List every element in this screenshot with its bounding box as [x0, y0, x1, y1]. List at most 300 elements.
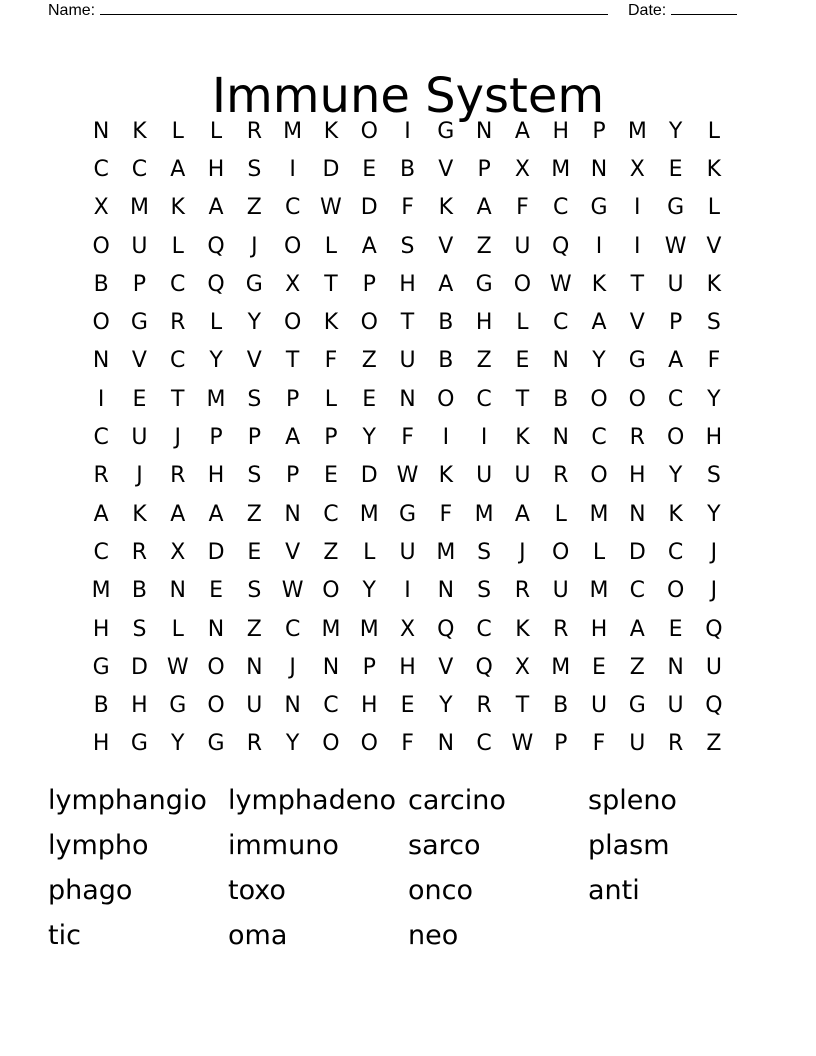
- grid-cell[interactable]: M: [436, 539, 456, 565]
- grid-cell[interactable]: Y: [285, 731, 300, 757]
- grid-cell[interactable]: I: [634, 233, 641, 259]
- grid-cell[interactable]: A: [208, 501, 224, 527]
- grid-cell[interactable]: H: [92, 616, 110, 642]
- grid-cell[interactable]: G: [245, 271, 263, 297]
- grid-cell[interactable]: O: [322, 731, 340, 757]
- grid-cell[interactable]: M: [129, 195, 149, 221]
- grid-cell[interactable]: Z: [323, 539, 339, 565]
- grid-cell[interactable]: M: [551, 654, 571, 680]
- grid-cell[interactable]: Y: [592, 348, 606, 374]
- grid-cell[interactable]: K: [323, 118, 339, 144]
- grid-cell[interactable]: U: [514, 233, 531, 259]
- grid-cell[interactable]: I: [97, 386, 105, 412]
- grid-cell[interactable]: E: [362, 156, 377, 182]
- grid-cell[interactable]: N: [552, 348, 569, 374]
- grid-cell[interactable]: J: [710, 578, 718, 604]
- grid-cell[interactable]: M: [359, 616, 379, 642]
- grid-cell[interactable]: Z: [361, 348, 377, 374]
- grid-cell[interactable]: U: [514, 463, 531, 489]
- grid-cell[interactable]: T: [400, 310, 415, 336]
- grid-cell[interactable]: P: [132, 271, 147, 297]
- grid-cell[interactable]: A: [170, 156, 186, 182]
- grid-cell[interactable]: R: [246, 731, 262, 757]
- grid-cell[interactable]: L: [324, 386, 338, 412]
- grid-cell[interactable]: Y: [439, 693, 453, 719]
- grid-cell[interactable]: H: [360, 693, 378, 719]
- grid-cell[interactable]: M: [474, 501, 494, 527]
- grid-cell[interactable]: E: [132, 386, 147, 412]
- grid-cell[interactable]: G: [92, 654, 110, 680]
- grid-cell[interactable]: Q: [207, 271, 225, 297]
- grid-cell[interactable]: T: [630, 271, 645, 297]
- grid-cell[interactable]: X: [514, 654, 530, 680]
- grid-cell[interactable]: X: [285, 271, 301, 297]
- grid-cell[interactable]: K: [515, 616, 530, 642]
- grid-cell[interactable]: T: [324, 271, 338, 297]
- grid-cell[interactable]: O: [590, 463, 608, 489]
- grid-cell[interactable]: T: [171, 386, 185, 412]
- grid-cell[interactable]: X: [514, 156, 530, 182]
- grid-cell[interactable]: Y: [209, 348, 223, 374]
- grid-cell[interactable]: S: [706, 463, 721, 489]
- grid-cell[interactable]: C: [131, 156, 148, 182]
- grid-cell[interactable]: A: [170, 501, 186, 527]
- grid-cell[interactable]: U: [476, 463, 493, 489]
- grid-cell[interactable]: E: [323, 463, 338, 489]
- grid-cell[interactable]: K: [668, 501, 683, 527]
- grid-cell[interactable]: W: [549, 271, 572, 297]
- grid-cell[interactable]: D: [628, 539, 646, 565]
- grid-cell[interactable]: W: [396, 463, 419, 489]
- grid-cell[interactable]: P: [247, 425, 261, 451]
- grid-cell[interactable]: R: [553, 463, 569, 489]
- grid-cell[interactable]: P: [592, 118, 606, 144]
- grid-cell[interactable]: O: [360, 118, 378, 144]
- grid-cell[interactable]: A: [629, 616, 645, 642]
- grid-cell[interactable]: Y: [362, 425, 376, 451]
- grid-cell[interactable]: Y: [362, 578, 376, 604]
- grid-cell[interactable]: Z: [476, 348, 492, 374]
- grid-cell[interactable]: X: [93, 195, 109, 221]
- grid-cell[interactable]: V: [706, 233, 722, 259]
- grid-cell[interactable]: O: [92, 310, 110, 336]
- word-list-item: immuno: [228, 830, 339, 861]
- grid-cell[interactable]: N: [284, 501, 301, 527]
- grid-cell[interactable]: U: [705, 654, 722, 680]
- grid-cell[interactable]: O: [437, 386, 455, 412]
- grid-cell[interactable]: V: [438, 156, 454, 182]
- grid-cell[interactable]: J: [174, 425, 181, 451]
- grid-cell[interactable]: S: [247, 386, 262, 412]
- grid-cell[interactable]: C: [323, 501, 339, 527]
- grid-cell[interactable]: O: [513, 271, 532, 297]
- grid-cell[interactable]: C: [93, 156, 109, 182]
- grid-cell[interactable]: N: [322, 654, 340, 680]
- grid-cell[interactable]: F: [401, 195, 414, 221]
- grid-cell[interactable]: W: [511, 731, 534, 757]
- grid-cell[interactable]: T: [515, 693, 530, 719]
- grid-cell[interactable]: O: [283, 310, 302, 336]
- grid-cell[interactable]: O: [590, 386, 608, 412]
- grid-cell[interactable]: Q: [552, 233, 570, 259]
- grid-cell[interactable]: A: [514, 501, 530, 527]
- grid-cell[interactable]: U: [629, 731, 646, 757]
- grid-cell[interactable]: R: [553, 616, 569, 642]
- grid-cell[interactable]: Y: [247, 310, 262, 336]
- grid-cell[interactable]: P: [285, 463, 300, 489]
- grid-cell[interactable]: J: [251, 233, 258, 259]
- grid-cell[interactable]: J: [519, 539, 526, 565]
- grid-cell[interactable]: P: [362, 271, 376, 297]
- grid-cell[interactable]: F: [516, 195, 529, 221]
- grid-cell[interactable]: T: [285, 348, 300, 374]
- grid-cell[interactable]: W: [281, 578, 304, 604]
- grid-cell[interactable]: F: [324, 348, 338, 374]
- grid-cell[interactable]: S: [247, 156, 262, 182]
- grid-cell[interactable]: V: [438, 654, 454, 680]
- grid-cell[interactable]: O: [360, 310, 378, 336]
- grid-cell[interactable]: U: [399, 348, 416, 374]
- grid-cell[interactable]: L: [516, 310, 529, 336]
- grid-cell[interactable]: B: [553, 693, 569, 719]
- grid-cell[interactable]: Y: [668, 463, 683, 489]
- grid-cell[interactable]: B: [93, 693, 109, 719]
- grid-cell[interactable]: I: [442, 425, 450, 451]
- grid-cell[interactable]: N: [284, 693, 301, 719]
- grid-cell[interactable]: D: [360, 463, 378, 489]
- grid-cell[interactable]: A: [514, 118, 530, 144]
- grid-cell[interactable]: Z: [476, 233, 492, 259]
- grid-cell[interactable]: C: [553, 310, 569, 336]
- grid-cell[interactable]: G: [169, 693, 187, 719]
- grid-cell[interactable]: U: [246, 693, 263, 719]
- grid-cell[interactable]: C: [284, 195, 301, 221]
- word-list: [48, 778, 768, 958]
- grid-cell[interactable]: G: [628, 693, 646, 719]
- grid-cell[interactable]: P: [285, 386, 300, 412]
- grid-cell[interactable]: K: [132, 118, 147, 144]
- grid-cell[interactable]: L: [592, 539, 606, 565]
- grid-cell[interactable]: R: [667, 731, 684, 757]
- grid-cell[interactable]: E: [362, 386, 377, 412]
- grid-cell[interactable]: R: [93, 463, 109, 489]
- grid-cell[interactable]: C: [629, 578, 645, 604]
- grid-cell[interactable]: A: [361, 233, 377, 259]
- grid-cell[interactable]: L: [209, 118, 223, 144]
- grid-cell[interactable]: U: [667, 271, 684, 297]
- grid-cell[interactable]: R: [170, 310, 186, 336]
- grid-cell[interactable]: H: [590, 616, 608, 642]
- date-blank[interactable]: [671, 0, 737, 15]
- grid-cell[interactable]: A: [208, 195, 224, 221]
- grid-cell[interactable]: K: [170, 195, 185, 221]
- grid-cell[interactable]: W: [320, 195, 342, 221]
- grid-cell[interactable]: X: [629, 156, 645, 182]
- grid-cell[interactable]: L: [209, 310, 223, 336]
- grid-cell[interactable]: V: [131, 348, 147, 374]
- grid-cell[interactable]: Y: [707, 501, 721, 527]
- grid-cell[interactable]: U: [131, 233, 148, 259]
- grid-cell[interactable]: H: [552, 118, 569, 144]
- grid-cell[interactable]: U: [552, 578, 569, 604]
- grid-cell[interactable]: C: [667, 539, 684, 565]
- grid-cell[interactable]: Y: [668, 118, 683, 144]
- grid-cell[interactable]: W: [166, 654, 189, 680]
- grid-cell[interactable]: C: [170, 348, 186, 374]
- grid-cell[interactable]: L: [171, 118, 184, 144]
- grid-cell[interactable]: C: [284, 616, 301, 642]
- grid-cell[interactable]: G: [628, 348, 646, 374]
- grid-cell[interactable]: Y: [171, 731, 185, 757]
- word-list-item: lympho: [48, 830, 149, 861]
- grid-cell[interactable]: Q: [705, 616, 723, 642]
- grid-cell[interactable]: O: [92, 233, 110, 259]
- grid-cell[interactable]: V: [246, 348, 262, 374]
- grid-cell[interactable]: Z: [246, 616, 262, 642]
- grid-cell[interactable]: G: [398, 501, 417, 527]
- grid-cell[interactable]: O: [666, 578, 685, 604]
- grid-cell[interactable]: Z: [706, 731, 722, 757]
- grid-cell[interactable]: N: [437, 731, 455, 757]
- grid-cell[interactable]: E: [668, 156, 683, 182]
- grid-cell[interactable]: H: [92, 731, 110, 757]
- grid-cell[interactable]: I: [634, 195, 641, 221]
- grid-cell[interactable]: M: [206, 386, 226, 412]
- grid-cell[interactable]: P: [209, 425, 223, 451]
- grid-cell[interactable]: B: [399, 156, 416, 182]
- grid-cell[interactable]: O: [322, 578, 340, 604]
- grid-cell[interactable]: E: [247, 539, 262, 565]
- grid-cell[interactable]: S: [706, 310, 721, 336]
- grid-cell[interactable]: M: [627, 118, 647, 144]
- grid-cell[interactable]: B: [438, 348, 454, 374]
- grid-cell[interactable]: L: [707, 195, 721, 221]
- grid-cell[interactable]: S: [132, 616, 147, 642]
- grid-cell[interactable]: C: [93, 539, 109, 565]
- grid-cell[interactable]: A: [438, 271, 454, 297]
- grid-cell[interactable]: E: [592, 654, 606, 680]
- grid-cell[interactable]: G: [130, 310, 148, 336]
- grid-cell[interactable]: U: [399, 539, 416, 565]
- grid-cell[interactable]: I: [289, 156, 296, 182]
- grid-cell[interactable]: K: [706, 271, 722, 297]
- grid-cell[interactable]: O: [628, 386, 646, 412]
- grid-cell[interactable]: C: [667, 386, 684, 412]
- grid-cell[interactable]: P: [324, 425, 338, 451]
- grid-cell[interactable]: M: [283, 118, 303, 144]
- grid-cell[interactable]: F: [401, 731, 414, 757]
- grid-cell[interactable]: Z: [246, 195, 262, 221]
- grid-cell[interactable]: G: [667, 195, 685, 221]
- grid-cell[interactable]: V: [438, 233, 454, 259]
- grid-cell[interactable]: C: [476, 731, 492, 757]
- grid-cell[interactable]: B: [93, 271, 109, 297]
- grid-cell[interactable]: A: [476, 195, 492, 221]
- grid-cell[interactable]: L: [171, 616, 184, 642]
- word-list-item: anti: [588, 875, 640, 906]
- grid-cell[interactable]: H: [475, 310, 493, 336]
- grid-cell[interactable]: N: [629, 501, 646, 527]
- grid-cell[interactable]: R: [476, 693, 492, 719]
- grid-cell[interactable]: V: [285, 539, 301, 565]
- name-blank[interactable]: [100, 0, 608, 15]
- grid-cell[interactable]: H: [207, 463, 225, 489]
- grid-cell[interactable]: H: [207, 156, 225, 182]
- grid-cell[interactable]: Z: [246, 501, 262, 527]
- grid-cell[interactable]: F: [707, 348, 721, 374]
- grid-cell[interactable]: G: [207, 731, 225, 757]
- grid-cell[interactable]: C: [323, 693, 339, 719]
- grid-cell[interactable]: F: [592, 731, 606, 757]
- word-list-item: plasm: [588, 830, 670, 861]
- grid-cell[interactable]: U: [131, 425, 148, 451]
- grid-cell[interactable]: K: [706, 156, 722, 182]
- grid-cell[interactable]: B: [553, 386, 569, 412]
- grid-cell[interactable]: H: [399, 654, 416, 680]
- grid-cell[interactable]: P: [477, 156, 491, 182]
- grid-cell[interactable]: N: [207, 616, 225, 642]
- grid-cell[interactable]: L: [363, 539, 376, 565]
- grid-cell[interactable]: E: [209, 578, 223, 604]
- grid-cell[interactable]: C: [93, 425, 109, 451]
- grid-cell[interactable]: D: [360, 195, 378, 221]
- grid-cell[interactable]: P: [362, 654, 376, 680]
- grid-cell[interactable]: N: [590, 156, 608, 182]
- grid-cell[interactable]: S: [247, 578, 262, 604]
- grid-cell[interactable]: F: [439, 501, 453, 527]
- grid-cell[interactable]: G: [130, 731, 148, 757]
- grid-cell[interactable]: H: [131, 693, 148, 719]
- grid-cell[interactable]: E: [668, 616, 683, 642]
- grid-cell[interactable]: N: [552, 425, 569, 451]
- grid-cell[interactable]: Q: [705, 693, 723, 719]
- grid-cell[interactable]: P: [554, 731, 568, 757]
- grid-cell[interactable]: O: [283, 233, 302, 259]
- grid-cell[interactable]: D: [207, 539, 225, 565]
- grid-cell[interactable]: M: [321, 616, 341, 642]
- grid-cell[interactable]: K: [515, 425, 530, 451]
- grid-cell[interactable]: D: [322, 156, 340, 182]
- grid-cell[interactable]: C: [591, 425, 607, 451]
- grid-cell[interactable]: A: [591, 310, 607, 336]
- grid-cell[interactable]: J: [710, 539, 718, 565]
- grid-cell[interactable]: X: [399, 616, 416, 642]
- grid-cell[interactable]: A: [285, 425, 301, 451]
- grid-cell[interactable]: S: [477, 539, 492, 565]
- grid-cell[interactable]: N: [437, 578, 455, 604]
- grid-cell[interactable]: M: [359, 501, 379, 527]
- grid-cell[interactable]: O: [207, 654, 225, 680]
- grid-cell[interactable]: O: [207, 693, 225, 719]
- grid-cell[interactable]: S: [247, 463, 262, 489]
- grid-cell[interactable]: J: [136, 463, 143, 489]
- grid-cell[interactable]: S: [477, 578, 492, 604]
- grid-cell[interactable]: N: [92, 118, 110, 144]
- grid-cell[interactable]: J: [289, 654, 296, 680]
- grid-cell[interactable]: H: [629, 463, 646, 489]
- grid-cell[interactable]: Q: [475, 654, 493, 680]
- grid-cell[interactable]: Q: [207, 233, 225, 259]
- grid-cell[interactable]: R: [246, 118, 262, 144]
- grid-cell[interactable]: T: [515, 386, 530, 412]
- grid-cell[interactable]: M: [589, 501, 609, 527]
- grid-cell[interactable]: L: [707, 118, 721, 144]
- grid-cell[interactable]: K: [438, 463, 454, 489]
- grid-cell[interactable]: B: [131, 578, 147, 604]
- grid-cell[interactable]: R: [514, 578, 531, 604]
- grid-cell[interactable]: N: [169, 578, 186, 604]
- date-label: Date:: [628, 0, 737, 20]
- grid-cell[interactable]: V: [629, 310, 645, 336]
- grid-cell[interactable]: C: [170, 271, 186, 297]
- grid-cell[interactable]: N: [246, 654, 263, 680]
- grid-cell[interactable]: G: [590, 195, 608, 221]
- grid-cell[interactable]: F: [401, 425, 414, 451]
- grid-cell[interactable]: M: [589, 578, 609, 604]
- grid-cell[interactable]: R: [131, 539, 148, 565]
- grid-cell[interactable]: C: [476, 616, 492, 642]
- grid-cell[interactable]: G: [475, 271, 493, 297]
- grid-cell[interactable]: N: [475, 118, 493, 144]
- grid-cell[interactable]: W: [664, 233, 687, 259]
- grid-cell[interactable]: I: [595, 233, 603, 259]
- grid-cell[interactable]: L: [171, 233, 184, 259]
- worksheet-header: [48, 0, 740, 20]
- grid-cell[interactable]: I: [480, 425, 488, 451]
- grid-cell[interactable]: H: [399, 271, 416, 297]
- grid-cell[interactable]: K: [438, 195, 454, 221]
- grid-cell[interactable]: N: [92, 348, 110, 374]
- grid-cell[interactable]: A: [93, 501, 109, 527]
- grid-cell[interactable]: U: [590, 693, 608, 719]
- grid-cell[interactable]: B: [438, 310, 454, 336]
- grid-cell[interactable]: G: [437, 118, 455, 144]
- word-list-item: oma: [228, 920, 288, 951]
- grid-cell[interactable]: P: [668, 310, 683, 336]
- grid-cell[interactable]: C: [553, 195, 569, 221]
- grid-cell[interactable]: C: [476, 386, 492, 412]
- grid-cell[interactable]: E: [400, 693, 415, 719]
- grid-cell[interactable]: R: [170, 463, 186, 489]
- grid-cell[interactable]: M: [91, 578, 111, 604]
- grid-cell[interactable]: M: [551, 156, 571, 182]
- grid-cell[interactable]: Y: [707, 386, 721, 412]
- grid-cell[interactable]: R: [629, 425, 645, 451]
- grid-cell[interactable]: K: [591, 271, 607, 297]
- grid-cell[interactable]: E: [515, 348, 530, 374]
- grid-cell[interactable]: I: [404, 578, 411, 604]
- grid-cell[interactable]: N: [667, 654, 684, 680]
- grid-cell[interactable]: Q: [437, 616, 455, 642]
- grid-cell[interactable]: U: [667, 693, 684, 719]
- grid-cell[interactable]: A: [668, 348, 684, 374]
- grid-cell[interactable]: K: [323, 310, 339, 336]
- grid-cell[interactable]: L: [324, 233, 338, 259]
- grid-cell[interactable]: I: [404, 118, 411, 144]
- grid-cell[interactable]: O: [360, 731, 378, 757]
- grid-cell[interactable]: N: [399, 386, 416, 412]
- grid-cell[interactable]: X: [170, 539, 186, 565]
- grid-cell[interactable]: H: [705, 425, 723, 451]
- grid-cell[interactable]: D: [130, 654, 148, 680]
- grid-cell[interactable]: S: [400, 233, 415, 259]
- grid-cell[interactable]: L: [554, 501, 567, 527]
- word-list-item: sarco: [408, 830, 481, 861]
- grid-cell[interactable]: O: [552, 539, 570, 565]
- grid-cell[interactable]: Z: [629, 654, 645, 680]
- grid-cell[interactable]: O: [666, 425, 685, 451]
- grid-cell[interactable]: K: [132, 501, 147, 527]
